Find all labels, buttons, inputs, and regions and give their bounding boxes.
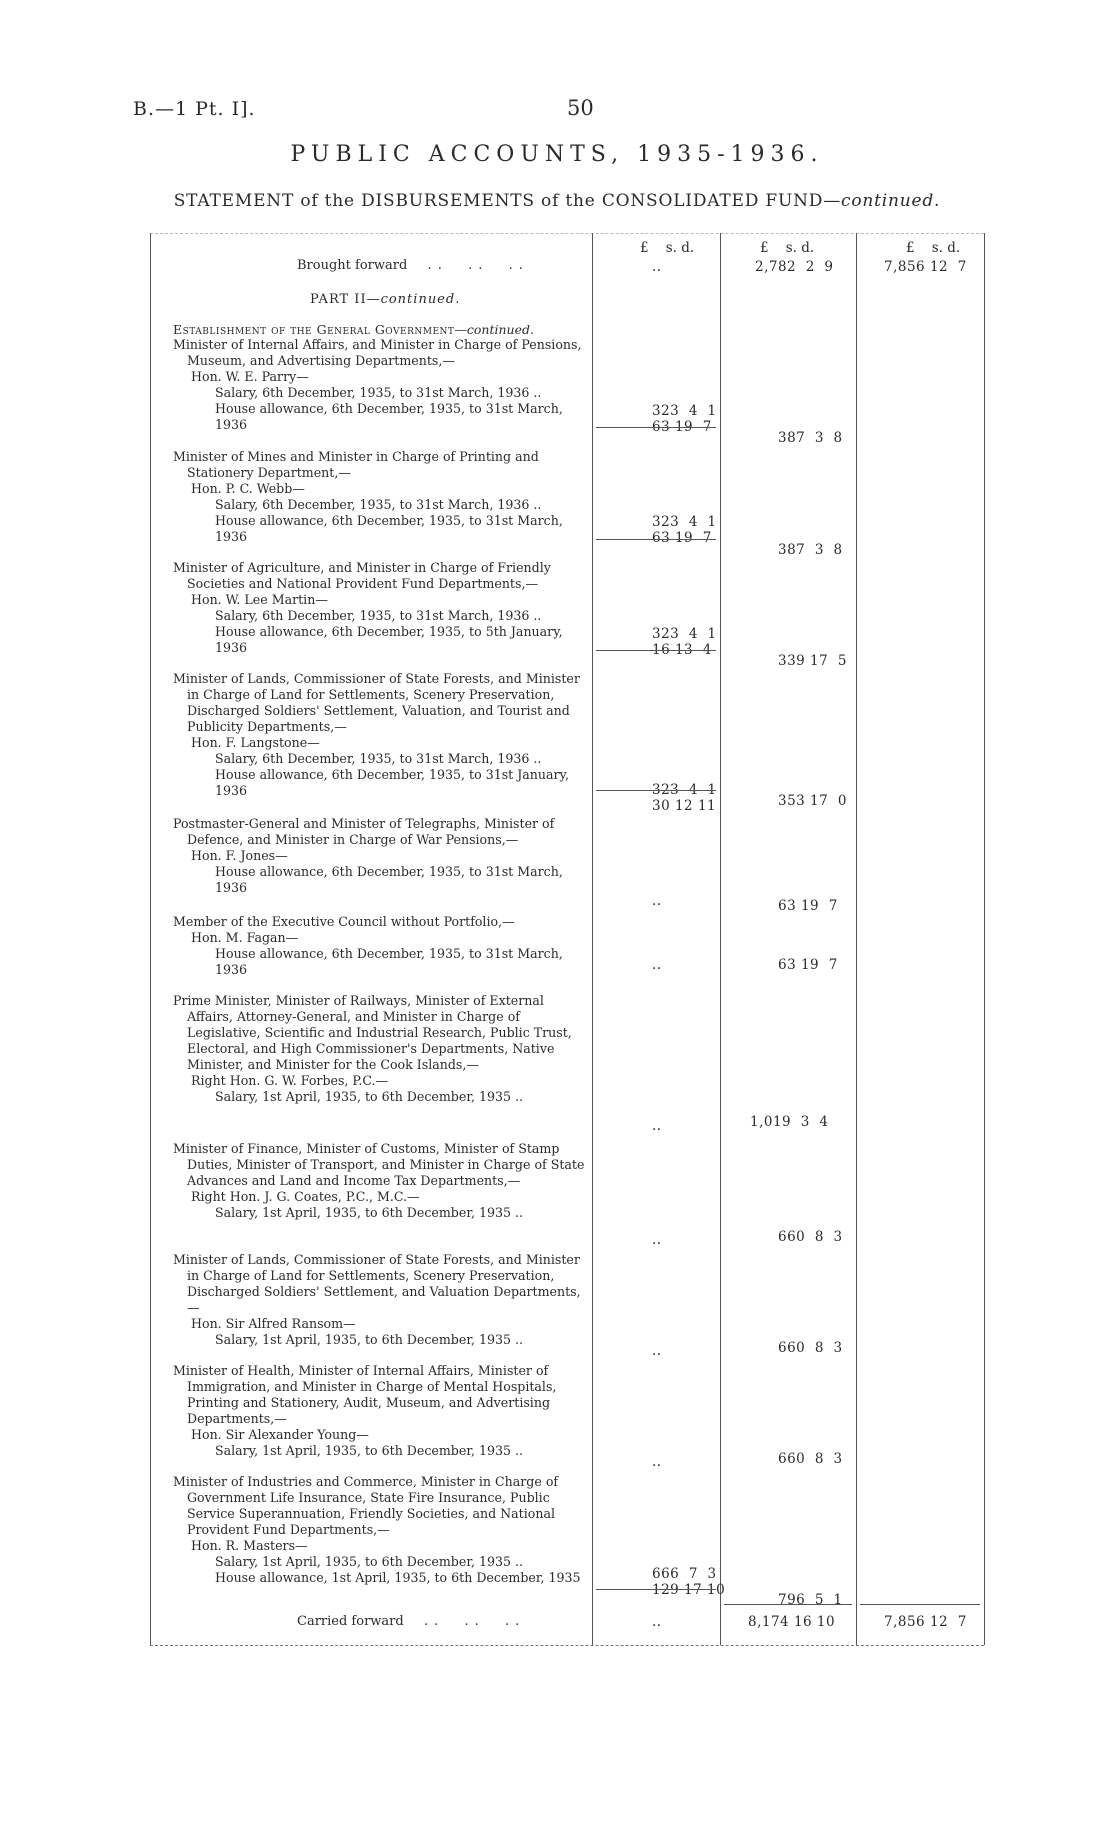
entry-heading: Minister of Agriculture, and Minister in Charge of Friendly Societies and National Provident Fund Departments,— [173,560,551,591]
entry-item-amount: 63 19 7 [652,530,712,546]
entry-block [173,816,585,896]
entry-item-amount: 16 13 4 [652,642,712,658]
entry-total: 339 17 5 [778,653,847,669]
entry-block [173,671,585,799]
column-divider-3 [856,233,857,1645]
entry-minister-name: Hon. Sir Alexander Young— [191,1427,369,1442]
entry-heading: Member of the Executive Council without Portfolio,— [173,914,515,929]
entry-minister-name: Hon. P. C. Webb— [191,481,305,496]
entry-heading: Minister of Industries and Commerce, Minister in Charge of Government Life Insurance, State Fire Insurance, Public Service Superannuation, Friendly Societies, and National Provident Fund Departments,— [173,1474,559,1537]
entry-item-text: House allowance, 6th December, 1935, to 31st March, 1936 [215,401,563,432]
entry-minister-name: Hon. Sir Alfred Ransom— [191,1316,356,1331]
table-top-rule [150,233,984,234]
entry-item-amount: .. [652,893,662,909]
carried-forward-col3: 7,856 12 7 [884,1614,967,1630]
brought-forward-col2: 2,782 2 9 [755,259,834,275]
carried-forward-col1: .. [652,1614,662,1630]
brought-forward-col1: .. [652,259,662,275]
entry-item-text: Salary, 6th December, 1935, to 31st March, 1936 .. [215,497,542,512]
entry-item-text: House allowance, 6th December, 1935, to 31st March, 1936 [215,946,563,977]
table-right-border [984,233,985,1645]
entry-heading: Minister of Lands, Commissioner of State Forests, and Minister in Charge of Land for Settlements, Scenery Preservation, Discharged Soldiers' Settlement, and Valuation Departments,— [173,1252,581,1315]
entry-block [173,914,585,978]
entry-heading: Prime Minister, Minister of Railways, Minister of External Affairs, Attorney-General, and Minister in Charge of Legislative, Scientific and Industrial Research, Public Trust, Electoral, and High Commissioner's Departments, Native Minister, and Minister for the Cook Islands,— [173,993,572,1072]
entry-total: 660 8 3 [778,1451,843,1467]
entry-item-text: Salary, 6th December, 1935, to 31st March, 1936 .. [215,751,542,766]
entry-heading: Minister of Health, Minister of Internal Affairs, Minister of Immigration, and Minister in Charge of Mental Hospitals, Printing and Stationery, Audit, Museum, and Advertising Departments,— [173,1363,557,1426]
entry-item-amount: 129 17 10 [652,1582,726,1598]
entry-total: 63 19 7 [778,898,838,914]
entry-item-text: Salary, 6th December, 1935, to 31st March, 1936 .. [215,608,542,623]
entry-heading: Postmaster-General and Minister of Telegraphs, Minister of Defence, and Minister in Charge of War Pensions,— [173,816,555,847]
entry-item-amount: 323 4 1 [652,626,717,642]
subtitle-main: STATEMENT of the DISBURSEMENTS of the CONSOLIDATED FUND [173,191,824,211]
entry-minister-name: Hon. F. Jones— [191,848,288,863]
entry-minister-name: Right Hon. G. W. Forbes, P.C.— [191,1073,389,1088]
column-header-3: £ s. d. [906,240,961,256]
subtotal-rule [596,790,716,791]
page-number: 50 [567,96,594,120]
entry-minister-name: Hon. W. E. Parry— [191,369,309,384]
entry-item-amount: 323 4 1 [652,514,717,530]
subtotal-rule [596,650,716,651]
entry-item-text: House allowance, 6th December, 1935, to 31st March, 1936 [215,513,563,544]
entry-block [173,560,585,656]
entry-total: 353 17 0 [778,793,847,809]
entry-total: 63 19 7 [778,957,838,973]
entry-item-text: House allowance, 6th December, 1935, to 5th January, 1936 [215,624,563,655]
entry-item-text: Salary, 1st April, 1935, to 6th December, 1935 .. [215,1205,524,1220]
brought-forward-col3: 7,856 12 7 [884,259,967,275]
entry-item-amount: 323 4 1 [652,782,717,798]
subtotal-rule [596,539,716,540]
entry-minister-name: Hon. M. Fagan— [191,930,299,945]
entry-item-amount: .. [652,1454,662,1470]
entry-item-amount: .. [652,1343,662,1359]
entry-item-text: House allowance, 6th December, 1935, to 31st January, 1936 [215,767,570,798]
entry-item-text: Salary, 1st April, 1935, to 6th December, 1935 .. [215,1443,524,1458]
entry-block [173,1474,585,1586]
entry-block [173,337,585,433]
entry-heading: Minister of Internal Affairs, and Minister in Charge of Pensions, Museum, and Advertising Departments,— [173,337,582,368]
entry-total: 387 3 8 [778,542,843,558]
entry-item-amount: .. [652,1232,662,1248]
entry-item-text: House allowance, 6th December, 1935, to 31st March, 1936 [215,864,563,895]
document-reference: B.—1 Pt. I]. [133,98,256,120]
entry-item-text: Salary, 1st April, 1935, to 6th December, 1935 .. [215,1554,524,1569]
entry-total: 796 5 1 [778,1592,843,1608]
column-header-2: £ s. d. [760,240,815,256]
entry-heading: Minister of Mines and Minister in Charge of Printing and Stationery Department,— [173,449,539,480]
entry-total: 660 8 3 [778,1229,843,1245]
carried-forward-rule [860,1604,980,1605]
entry-item-amount: 666 7 3 [652,1566,717,1582]
page-subtitle [0,191,1114,211]
entry-item-amount: 323 4 1 [652,403,717,419]
table-left-border [150,233,151,1645]
section-heading: Establishment of the General Government—continued. [173,322,534,337]
entry-minister-name: Hon. F. Langstone— [191,735,320,750]
entry-heading: Minister of Finance, Minister of Customs, Minister of Stamp Duties, Minister of Transport, and Minister in Charge of State Advances and Land and Income Tax Departments,— [173,1141,585,1188]
part-heading: PART II—continued. [310,292,461,307]
subtotal-rule [596,427,716,428]
column-header-1: £ s. d. [640,240,695,256]
entry-item-text: House allowance, 1st April, 1935, to 6th December, 1935 [215,1570,581,1585]
entry-item-amount: 30 12 11 [652,798,717,814]
entry-item-amount: .. [652,957,662,973]
entry-total: 387 3 8 [778,430,843,446]
entry-block [173,1363,585,1459]
entry-block [173,1141,585,1221]
carried-forward-col2: 8,174 16 10 [748,1614,836,1630]
entry-item-text: Salary, 6th December, 1935, to 31st March, 1936 .. [215,385,542,400]
entry-item-amount: .. [652,1118,662,1134]
entry-block [173,1252,585,1348]
column-divider-1 [592,233,593,1645]
carried-forward-label: Carried forward .. .. .. [297,1614,526,1629]
entry-heading: Minister of Lands, Commissioner of State Forests, and Minister in Charge of Land for Settlements, Scenery Preservation, Discharged Soldiers' Settlement, Valuation, and Tourist and Publicity Departments,— [173,671,580,734]
entry-minister-name: Right Hon. J. G. Coates, P.C., M.C.— [191,1189,420,1204]
table-bottom-rule [150,1645,984,1646]
brought-forward-label: Brought forward .. .. .. [297,258,529,273]
entry-minister-name: Hon. W. Lee Martin— [191,592,328,607]
entry-total: 1,019 3 4 [750,1114,829,1130]
entry-item-text: Salary, 1st April, 1935, to 6th December, 1935 .. [215,1332,524,1347]
entry-total: 660 8 3 [778,1340,843,1356]
carried-forward-rule [724,1604,852,1605]
column-divider-2 [720,233,721,1645]
subtotal-rule [596,1589,716,1590]
entry-block [173,449,585,545]
entry-item-text: Salary, 1st April, 1935, to 6th December, 1935 .. [215,1089,524,1104]
page-title: PUBLIC ACCOUNTS, 1935-1936. [290,142,824,167]
subtitle-continued: —continued. [823,191,941,211]
entry-item-amount: 63 19 7 [652,419,712,435]
entry-block [173,993,585,1105]
entry-minister-name: Hon. R. Masters— [191,1538,308,1553]
